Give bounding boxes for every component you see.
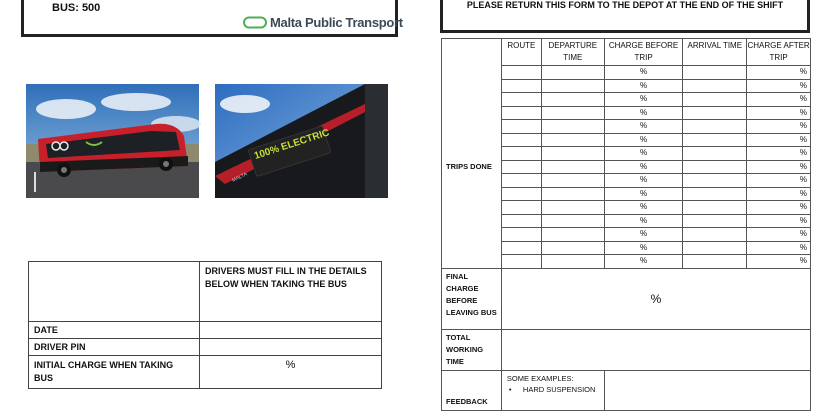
arrival-time-cell[interactable] <box>683 120 747 134</box>
photo-text: 100% ELECTRIC <box>252 127 331 163</box>
arrival-time-cell[interactable] <box>683 214 747 228</box>
column-charge-after-trip: CHARGE AFTER TRIP <box>747 39 811 66</box>
route-cell[interactable] <box>501 93 541 107</box>
charge-before-cell[interactable]: % <box>604 214 683 228</box>
departure-time-cell[interactable] <box>541 160 604 174</box>
arrival-time-cell[interactable] <box>683 66 747 80</box>
final-charge-field[interactable]: % <box>501 268 810 329</box>
charge-after-cell[interactable]: % <box>747 228 811 242</box>
feedback-label: FEEDBACK <box>442 370 502 410</box>
route-cell[interactable] <box>501 106 541 120</box>
charge-after-cell[interactable]: % <box>747 120 811 134</box>
charge-after-cell[interactable]: % <box>747 79 811 93</box>
charge-after-cell[interactable]: % <box>747 241 811 255</box>
route-cell[interactable] <box>501 79 541 93</box>
charge-before-cell[interactable]: % <box>604 228 683 242</box>
malta-public-transport-logo <box>243 13 403 31</box>
column-charge-before-trip: CHARGE BEFORE TRIP <box>604 39 683 66</box>
svg-text:MALTA: MALTA <box>231 171 249 184</box>
trips-header-row <box>442 39 811 66</box>
charge-after-cell[interactable]: % <box>747 174 811 188</box>
bus-number: BUS: 500 <box>52 2 101 14</box>
charge-before-cell[interactable]: % <box>604 93 683 107</box>
arrival-time-cell[interactable] <box>683 160 747 174</box>
date-row <box>29 322 382 339</box>
arrival-time-cell[interactable] <box>683 241 747 255</box>
charge-after-cell[interactable]: % <box>747 214 811 228</box>
logo-text: Malta Public Transport <box>270 14 403 30</box>
charge-before-cell[interactable]: % <box>604 174 683 188</box>
column-departure-time: DEPARTURE TIME <box>541 39 604 66</box>
feedback-examples-title: SOME EXAMPLES: <box>506 373 574 383</box>
initial-charge-field[interactable]: % <box>200 356 382 389</box>
column-arrival-time: ARRIVAL TIME <box>683 39 747 66</box>
departure-time-cell[interactable] <box>541 255 604 269</box>
departure-time-cell[interactable] <box>541 214 604 228</box>
departure-time-cell[interactable] <box>541 201 604 215</box>
route-cell[interactable] <box>501 66 541 80</box>
charge-before-cell[interactable]: % <box>604 79 683 93</box>
charge-before-cell[interactable]: % <box>604 201 683 215</box>
trip-row <box>442 66 811 80</box>
feedback-examples <box>501 370 604 410</box>
final-charge-row <box>442 268 811 329</box>
route-cell[interactable] <box>501 120 541 134</box>
route-cell[interactable] <box>501 201 541 215</box>
arrival-time-cell[interactable] <box>683 133 747 147</box>
initial-charge-label: INITIAL CHARGE WHEN TAKING BUS <box>29 356 200 389</box>
departure-time-cell[interactable] <box>541 120 604 134</box>
route-cell[interactable] <box>501 228 541 242</box>
charge-after-cell[interactable]: % <box>747 201 811 215</box>
bus-photo-closeup <box>215 84 388 198</box>
route-cell[interactable] <box>501 174 541 188</box>
charge-before-cell[interactable]: % <box>604 241 683 255</box>
arrival-time-cell[interactable] <box>683 147 747 161</box>
date-field[interactable] <box>200 322 382 339</box>
arrival-time-cell[interactable] <box>683 79 747 93</box>
departure-time-cell[interactable] <box>541 187 604 201</box>
route-cell[interactable] <box>501 187 541 201</box>
trips-corner-cell <box>442 39 502 66</box>
charge-after-cell[interactable]: % <box>747 187 811 201</box>
departure-time-cell[interactable] <box>541 228 604 242</box>
departure-time-cell[interactable] <box>541 106 604 120</box>
charge-before-cell[interactable]: % <box>604 187 683 201</box>
driver-pin-label: DRIVER PIN <box>29 339 200 356</box>
feedback-example-item: • HARD SUSPENSION <box>507 384 599 395</box>
charge-before-cell[interactable]: % <box>604 147 683 161</box>
departure-time-cell[interactable] <box>541 66 604 80</box>
charge-after-cell[interactable]: % <box>747 160 811 174</box>
trips-table <box>441 38 811 411</box>
feedback-field[interactable] <box>604 370 810 410</box>
charge-before-cell[interactable]: % <box>604 133 683 147</box>
departure-time-cell[interactable] <box>541 174 604 188</box>
route-cell[interactable] <box>501 214 541 228</box>
driver-pin-row <box>29 339 382 356</box>
final-charge-label: FINAL CHARGE BEFORE LEAVING BUS <box>442 268 502 329</box>
arrival-time-cell[interactable] <box>683 201 747 215</box>
drivers-details-table <box>28 261 382 389</box>
departure-time-cell[interactable] <box>541 93 604 107</box>
arrival-time-cell[interactable] <box>683 174 747 188</box>
initial-charge-row <box>29 356 382 389</box>
arrival-time-cell[interactable] <box>683 93 747 107</box>
charge-before-cell[interactable]: % <box>604 66 683 80</box>
bus-logo-icon <box>243 16 267 29</box>
arrival-time-cell[interactable] <box>683 255 747 269</box>
arrival-time-cell[interactable] <box>683 228 747 242</box>
drivers-instructions: DRIVERS MUST FILL IN THE DETAILS BELOW WHEN TAKING THE BUS <box>200 262 382 322</box>
route-cell[interactable] <box>501 160 541 174</box>
total-working-time-label: TOTAL WORKING TIME <box>442 329 502 370</box>
charge-before-cell[interactable]: % <box>604 255 683 269</box>
departure-time-cell[interactable] <box>541 147 604 161</box>
driver-pin-field[interactable] <box>200 339 382 356</box>
route-cell[interactable] <box>501 133 541 147</box>
route-cell[interactable] <box>501 147 541 161</box>
return-notice: PLEASE RETURN THIS FORM TO THE DEPOT AT THE END OF THE SHIFT <box>440 0 810 33</box>
departure-time-cell[interactable] <box>541 241 604 255</box>
total-working-time-row <box>442 329 811 370</box>
charge-after-cell[interactable]: % <box>747 255 811 269</box>
drivers-header-blank-cell <box>29 262 200 322</box>
bus-photo-side <box>26 84 199 198</box>
arrival-time-cell[interactable] <box>683 187 747 201</box>
charge-after-cell[interactable]: % <box>747 106 811 120</box>
arrival-time-cell[interactable] <box>683 106 747 120</box>
route-cell[interactable] <box>501 241 541 255</box>
column-route: ROUTE <box>501 39 541 66</box>
charge-before-cell[interactable]: % <box>604 160 683 174</box>
departure-time-cell[interactable] <box>541 79 604 93</box>
charge-before-cell[interactable]: % <box>604 120 683 134</box>
departure-time-cell[interactable] <box>541 133 604 147</box>
charge-after-cell[interactable]: % <box>747 147 811 161</box>
total-working-time-field[interactable] <box>501 329 810 370</box>
date-label: DATE <box>29 322 200 339</box>
charge-before-cell[interactable]: % <box>604 106 683 120</box>
trips-body <box>442 66 811 269</box>
trips-done-label: TRIPS DONE <box>442 66 502 269</box>
feedback-row <box>442 370 811 410</box>
route-cell[interactable] <box>501 255 541 269</box>
charge-after-cell[interactable]: % <box>747 133 811 147</box>
charge-after-cell[interactable]: % <box>747 66 811 80</box>
charge-after-cell[interactable]: % <box>747 93 811 107</box>
